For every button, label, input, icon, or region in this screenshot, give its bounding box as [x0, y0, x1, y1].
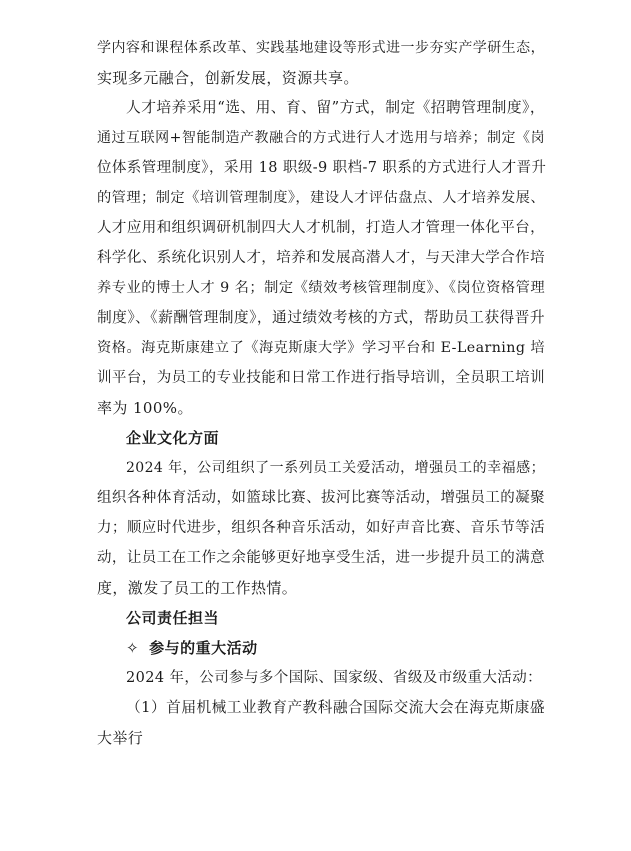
diamond-bullet-icon: ✧: [126, 639, 140, 657]
text-line: 通过互联网+智能制造产教融合的方式进行人才选用与培养；制定《岗: [97, 130, 545, 146]
text-line: 位体系管理制度》，采用 18 职级-9 职档-7 职系的方式进行人才晋升: [97, 160, 547, 176]
text-line: 率为 100%。: [97, 399, 193, 417]
text-line: 人才应用和组织调研机制四大人才机制，打造人才管理一体化平台，: [97, 220, 545, 236]
text-line: 实现多元融合，创新发展，资源共享。: [97, 69, 359, 87]
section-heading-culture: 企业文化方面: [126, 429, 220, 447]
text-line: 的管理；制定《培训管理制度》，建设人才评估盘点、人才培养发展、: [97, 190, 545, 206]
text-line: 力；顺应时代进步，组织各种音乐活动，如好声音比赛、音乐节等活: [97, 520, 545, 536]
text-line: 养专业的博士人才 9 名；制定《绩效考核管理制度》、《岗位资格管理: [97, 280, 545, 296]
text-line: 度，激发了员工的工作热情。: [97, 579, 298, 597]
text-line: 资格。海克斯康建立了《海克斯康大学》学习平台和 E-Learning 培: [97, 340, 545, 356]
section-heading-responsibility: 公司责任担当: [126, 609, 220, 627]
text-line: 训平台，为员工的专业技能和日常工作进行指导培训，全员职工培训: [97, 370, 545, 386]
subsection-heading-events: [126, 638, 258, 658]
text-line: 2024 年，公司参与多个国际、国家级、省级及市级重大活动：: [126, 670, 543, 686]
text-line: 大举行: [97, 729, 144, 747]
text-line: 动，让员工在工作之余能够更好地享受生活，进一步提升员工的满意: [97, 550, 545, 566]
text-line: 科学化、系统化识别人才，培养和发展高潜人才，与天津大学合作培: [97, 250, 545, 266]
subsection-heading-label: 参与的重大活动: [149, 639, 258, 657]
text-line: 制度》、《薪酬管理制度》，通过绩效考核的方式，帮助员工获得晋升: [97, 309, 545, 326]
text-line: 组织各种体育活动，如篮球比赛、拔河比赛等活动，增强员工的凝聚: [97, 490, 545, 506]
text-line: 2024 年，公司组织了一系列员工关爱活动，增强员工的幸福感；: [126, 460, 545, 476]
text-line: 人才培养采用“选、用、育、留”方式，制定《招聘管理制度》，: [126, 99, 545, 116]
text-line: （1）首届机械工业教育产教科融合国际交流大会在海克斯康盛: [126, 699, 545, 716]
text-line: 学内容和课程体系改革、实践基地建设等形式进一步夯实产学研生态，: [97, 40, 545, 56]
